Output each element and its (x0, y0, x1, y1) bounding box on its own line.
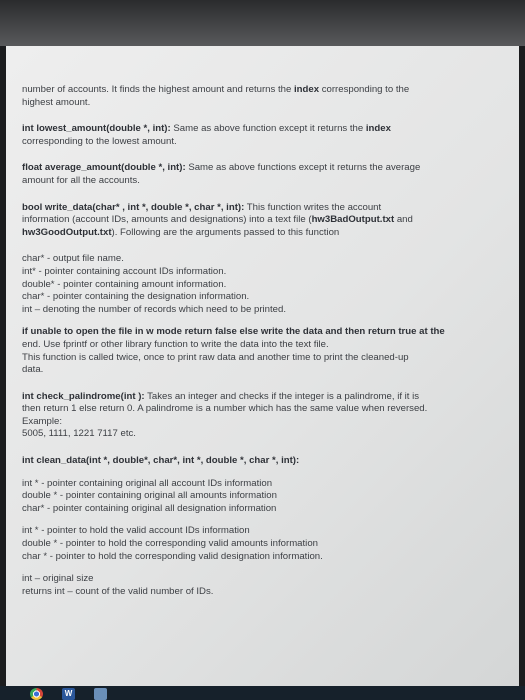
taskbar (0, 686, 525, 700)
app-icon[interactable] (94, 688, 107, 700)
text-run: Takes an integer and checks if the integer is a palindrome, if it is (144, 390, 420, 402)
text-line (22, 175, 508, 188)
text-run: char* - pointer containing the designation information. (22, 291, 250, 303)
text-line (22, 253, 508, 266)
text-line (22, 136, 508, 149)
text-line (22, 291, 508, 304)
text-run: int * - pointer containing original all account IDs information (22, 477, 273, 489)
document-content (22, 84, 508, 612)
paper-sheet (6, 46, 519, 686)
text-run: ). Following are the arguments passed to this function (111, 226, 340, 238)
text-line (22, 455, 508, 468)
text-line (22, 227, 508, 240)
section-clean-args-original (22, 478, 508, 516)
text-run: then return 1 else return 0. A palindrome is a number which has the same value when reversed. (22, 403, 428, 415)
text-run: amount for all the accounts. (22, 174, 140, 186)
text-line (22, 214, 508, 227)
text-run: end. (22, 338, 41, 350)
bold-text: bool write_data(char* , int *, double *, char *, int): (22, 201, 245, 213)
section-write-data (22, 202, 508, 240)
section-write-behavior (22, 326, 508, 376)
text-run: data. (22, 364, 44, 376)
text-line (22, 391, 508, 404)
section-write-args (22, 253, 508, 316)
text-line (22, 326, 508, 339)
text-run: Same as above functions except it returns the average (185, 162, 421, 174)
section-check-palindrome (22, 391, 508, 441)
text-line (22, 162, 508, 175)
bold-text: int check_palindrome(int ): (22, 390, 145, 402)
bold-text: hw3BadOutput.txt (311, 214, 395, 226)
bold-text: hw3GoodOutput.txt (22, 226, 112, 238)
text-run: returns int – count of the valid number of IDs. (22, 585, 214, 597)
word-icon[interactable]: W (62, 688, 75, 700)
bold-text: int lowest_amount(double *, int): (22, 123, 171, 135)
section-clean-args-valid (22, 525, 508, 563)
bold-text: float average_amount(double *, int): (22, 162, 186, 174)
text-run: corresponding to the (319, 84, 410, 95)
text-line (22, 352, 508, 365)
text-run: double * - pointer containing original all amounts information (22, 490, 277, 502)
chrome-icon[interactable] (30, 688, 43, 700)
text-run: 5005, 1111, 1221 7117 etc. (22, 428, 136, 440)
text-line (22, 478, 508, 491)
text-run: highest amount. (22, 96, 91, 108)
text-run: int* - pointer containing account IDs information. (22, 265, 227, 277)
text-run: double* - pointer containing amount information. (22, 278, 227, 290)
text-line (22, 364, 508, 377)
text-line (22, 551, 508, 564)
text-run: Use fprintf or other library function to write the data into the text file. (40, 338, 329, 350)
text-line (22, 490, 508, 503)
text-line (22, 339, 508, 352)
text-run: double * - pointer to hold the corresponding valid amounts information (22, 538, 318, 550)
text-run: This function is called twice, once to print raw data and another time to print the cleaned-up (22, 351, 409, 363)
section-clean-data (22, 455, 508, 468)
text-run: number of accounts. It finds the highest amount and returns the (22, 84, 294, 95)
text-run: int – denoting the number of records which need to be printed. (22, 303, 286, 315)
section-average-amount (22, 162, 508, 187)
text-line (22, 538, 508, 551)
text-line (22, 428, 508, 441)
bold-text: index (293, 84, 320, 95)
section-lowest-amount (22, 123, 508, 148)
text-run: and (394, 214, 413, 226)
text-line (22, 503, 508, 516)
background-surface (0, 0, 525, 46)
text-line (22, 84, 508, 97)
text-line (22, 123, 508, 136)
text-line (22, 586, 508, 599)
text-line (22, 202, 508, 215)
text-run: This function writes the account (244, 201, 382, 213)
text-line (22, 304, 508, 317)
text-run: int – original size (22, 573, 94, 585)
bold-text: index (365, 123, 391, 135)
text-run: char * - pointer to hold the corresponding valid designation information. (22, 550, 323, 562)
text-run: char* - pointer containing original all designation information (22, 502, 277, 514)
text-line (22, 416, 508, 429)
bold-text: if unable to open the file in w mode return false else write the data and then return true at the (22, 326, 445, 338)
text-line (22, 266, 508, 279)
text-run: corresponding to the lowest amount. (22, 135, 177, 147)
text-run: int * - pointer to hold the valid account IDs information (22, 525, 250, 537)
text-line (22, 525, 508, 538)
text-run: information (account IDs, amounts and designations) into a text file ( (22, 214, 312, 226)
text-run: char* - output file name. (22, 253, 124, 265)
section-highest-desc (22, 84, 508, 109)
bold-text: int clean_data(int *, double*, char*, int *, double *, char *, int): (22, 455, 300, 467)
text-line (22, 279, 508, 292)
text-run: Example: (22, 415, 62, 427)
text-line (22, 573, 508, 586)
text-line (22, 403, 508, 416)
text-line (22, 97, 508, 110)
text-run: Same as above function except it returns the (170, 123, 366, 135)
section-clean-return (22, 573, 508, 598)
